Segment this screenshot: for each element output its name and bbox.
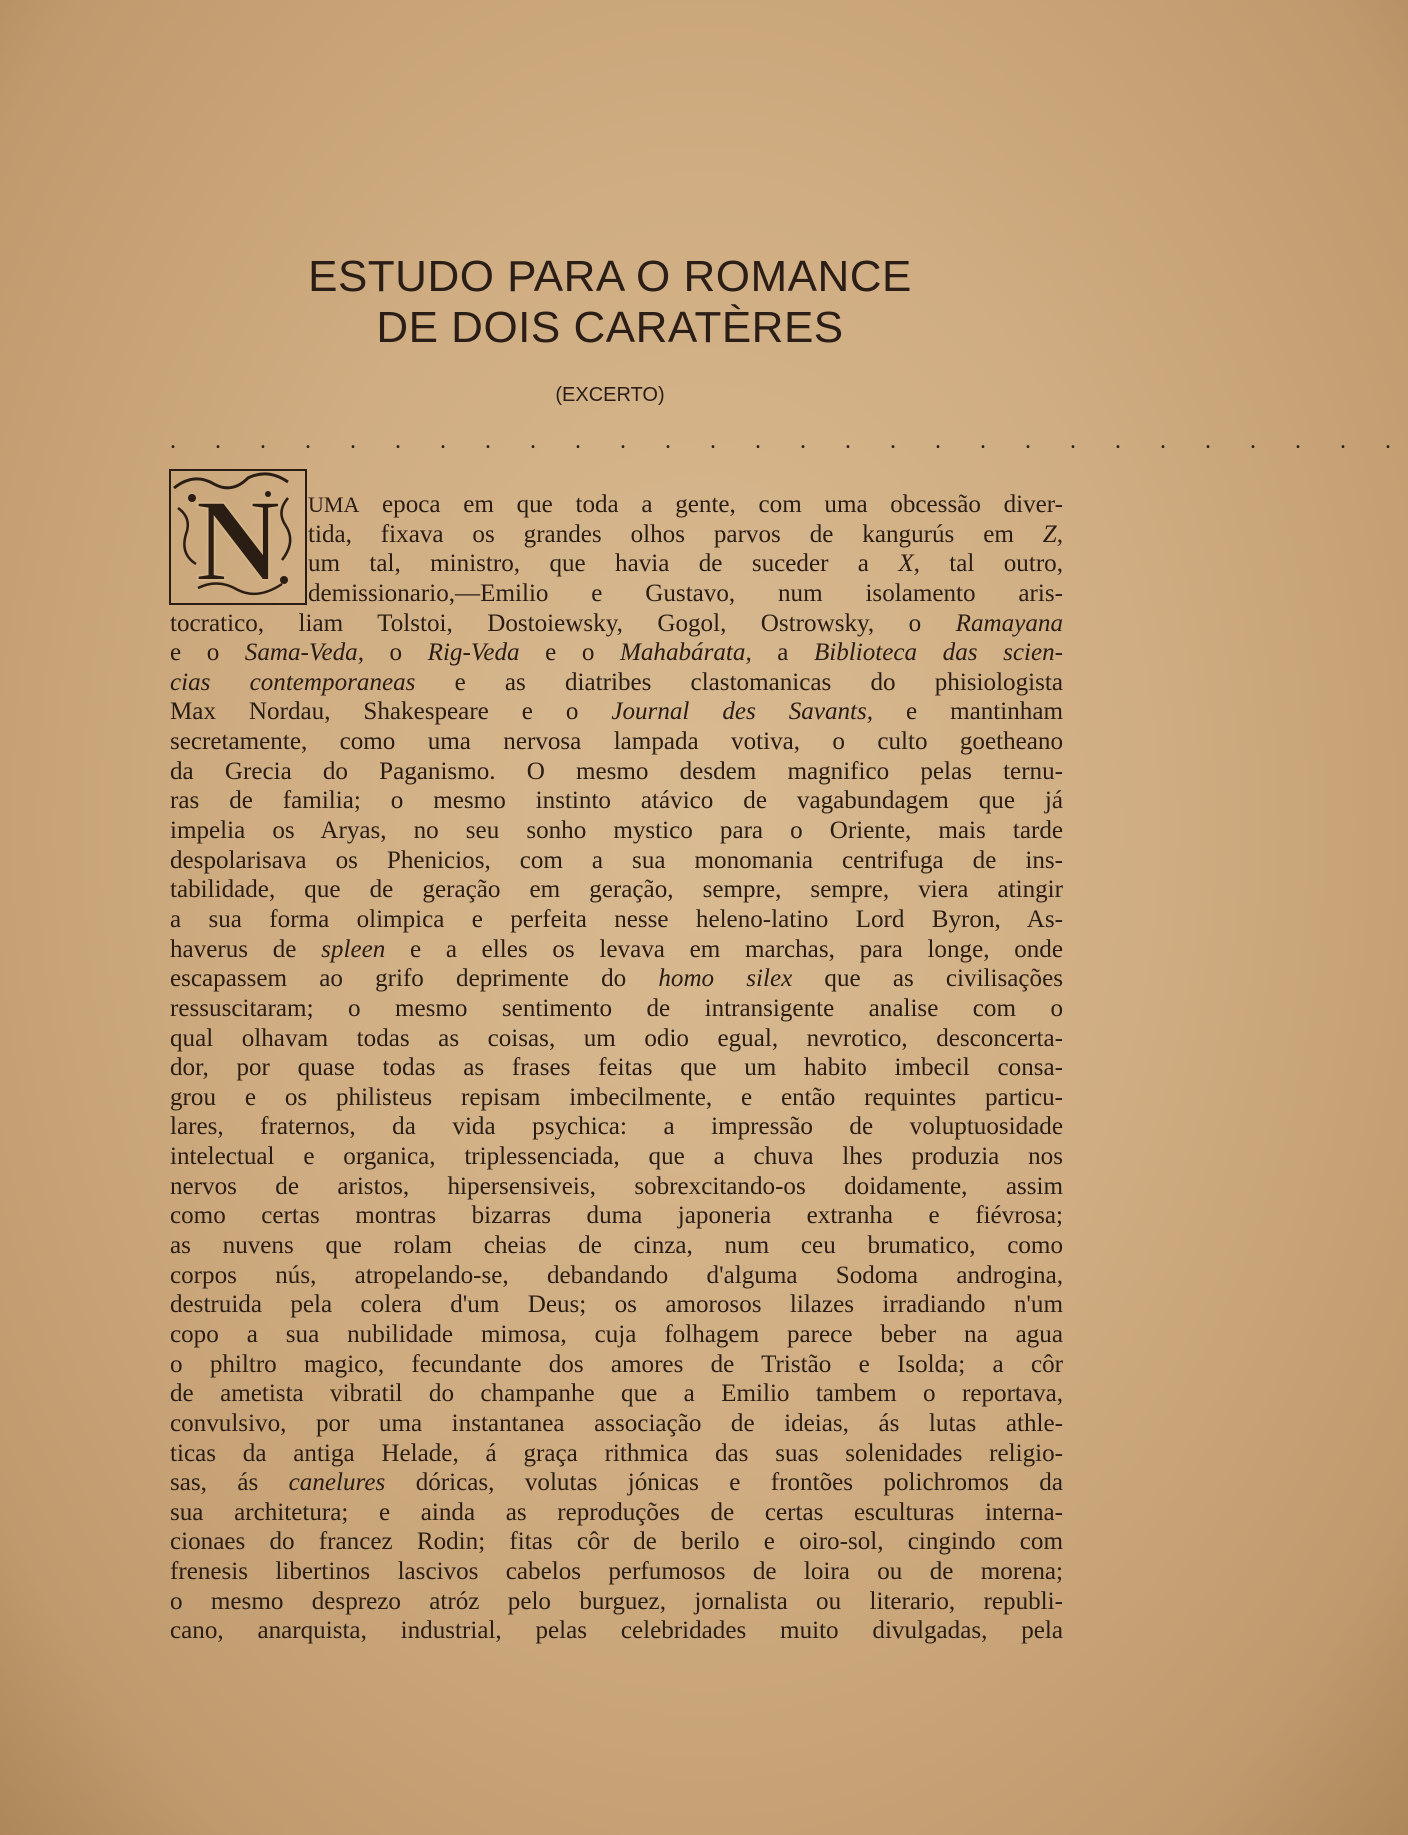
text-span: secretamente, como uma nervosa lampada votiva, o culto goetheano (170, 728, 1063, 756)
drop-cap-letter: N (195, 475, 281, 606)
text-span: epoca em que toda a gente, com uma obcessão diver- (359, 491, 1063, 518)
text-span: Mahabárata, (619, 639, 752, 667)
text-line (170, 1231, 1063, 1261)
text-span: intelectual e organica, triplessenciada, que a chuva lhes produzia nos (170, 1143, 1063, 1171)
text-line (170, 1290, 1063, 1320)
text-line (170, 1409, 1063, 1439)
body-paragraph (170, 490, 1063, 1646)
text-span: cias contemporaneas (170, 668, 416, 696)
text-line (170, 549, 1063, 579)
text-span: Biblioteca das scien- (813, 639, 1063, 667)
text-span: da Grecia do Paganismo. O mesmo desdem magnifico pelas ternu- (170, 757, 1063, 785)
text-span: dor, por quase todas as frases feitas que um habito imbecil consa- (170, 1054, 1063, 1082)
text-line (170, 579, 1063, 609)
page-subtitle: (EXCERTO) (555, 384, 665, 406)
page-title-line-2: DE DOIS CARATÈRES (376, 303, 844, 352)
text-span: e a elles os levava em marchas, para longe, onde (385, 935, 1063, 963)
text-line (170, 1261, 1063, 1291)
text-span: ressuscitaram; o mesmo sentimento de intransigente analise com o (170, 994, 1063, 1022)
text-span: como certas montras bizarras duma japoneria extranha e fiévrosa; (170, 1202, 1063, 1230)
text-line (170, 1320, 1063, 1350)
text-span: ticas da antiga Helade, á graça rithmica das suas solenidades religio- (170, 1439, 1063, 1467)
text-line (170, 1557, 1063, 1587)
text-line (170, 816, 1063, 846)
text-span: copo a sua nubilidade mimosa, cuja folhagem parece beber na agua (170, 1320, 1063, 1348)
text-span: um tal, ministro, que havia de suceder a (308, 550, 899, 578)
page-title-line-1: ESTUDO PARA O ROMANCE (308, 252, 912, 301)
text-span: impelia os Aryas, no seu sonho mystico para o Oriente, mais tarde (170, 817, 1063, 845)
text-line (170, 1112, 1063, 1142)
text-line (170, 1527, 1063, 1557)
text-line (170, 846, 1063, 876)
text-line (170, 1498, 1063, 1528)
text-line (170, 1083, 1063, 1113)
text-span: X, (898, 550, 920, 578)
text-span: Max Nordau, Shakespeare e o (170, 698, 612, 726)
text-line (170, 490, 1063, 520)
text-line (170, 1024, 1063, 1054)
text-span: e o (170, 639, 245, 667)
text-line (170, 1379, 1063, 1409)
text-span: frenesis libertinos lascivos cabelos perfumosos de loira ou de morena; (170, 1558, 1063, 1586)
text-span: despolarisava os Phenicios, com a sua monomania centrifuga de ins- (170, 846, 1063, 874)
text-span: Ramayana (955, 609, 1063, 637)
text-line (170, 1201, 1063, 1231)
text-span: destruida pela colera d'um Deus; os amorosos lilazes irradiando n'um (170, 1291, 1063, 1319)
text-span: o philtro magico, fecundante dos amores de Tristão e Isolda; a côr (170, 1350, 1063, 1378)
text-line (170, 668, 1063, 698)
text-line (170, 609, 1063, 639)
text-span: canelures (288, 1469, 386, 1497)
text-span: UMA (308, 492, 360, 517)
text-span: grou e os philisteus repisam imbecilmente, e então requintes particu- (170, 1083, 1063, 1111)
text-span: a sua forma olimpica e perfeita nesse heleno-latino Lord Byron, As- (170, 905, 1063, 933)
text-span: e mantinham (873, 698, 1063, 726)
text-span: cano, anarquista, industrial, pelas celebridades muito divulgadas, pela (170, 1617, 1063, 1645)
text-line (170, 1439, 1063, 1469)
text-span: o mesmo desprezo atróz pelo burguez, jornalista ou literario, republi- (170, 1587, 1063, 1615)
text-line (170, 1616, 1063, 1646)
text-span: Rig-Veda (427, 639, 520, 667)
text-span: tida, fixava os grandes olhos parvos de kangurús em (308, 520, 1043, 548)
text-line (170, 994, 1063, 1024)
text-span: Journal des Savants, (611, 698, 874, 726)
text-span: que as civilisações (792, 965, 1063, 993)
text-line (170, 905, 1063, 935)
text-line (170, 1587, 1063, 1617)
text-span: Sama-Veda, (244, 639, 364, 667)
text-span: haverus de (170, 935, 322, 963)
text-span: lares, fraternos, da vida psychica: a impressão de voluptuosidade (170, 1113, 1063, 1141)
text-span: e o (519, 639, 620, 667)
text-line (170, 757, 1063, 787)
text-span: as nuvens que rolam cheias de cinza, num ceu brumatico, como (170, 1232, 1063, 1260)
text-span: ras de familia; o mesmo instinto atávico de vagabundagem que já (170, 787, 1063, 815)
text-line (170, 935, 1063, 965)
text-span: o (363, 639, 428, 667)
text-span: tocratico, liam Tolstoi, Dostoiewsky, Gogol, Ostrowsky, o (170, 609, 956, 637)
dotted-separator: . . . . . . . . . . . . . . . . . . . . . . . . . . . . (170, 428, 1408, 454)
text-span: cionaes do francez Rodin; fitas côr de berilo e oiro-sol, cingindo com (170, 1528, 1063, 1556)
text-span: convulsivo, por uma instantanea associação de ideias, ás lutas athle- (170, 1409, 1063, 1437)
text-line (170, 964, 1063, 994)
text-span: a (751, 639, 814, 667)
text-span: e as diatribes clastomanicas do phisiologista (415, 668, 1063, 696)
text-span: tal outro, (919, 550, 1063, 578)
text-span: corpos nús, atropelando-se, debandando d'alguma Sodoma androgina, (170, 1261, 1063, 1289)
text-span: de ametista vibratil do champanhe que a Emilio tambem o reportava, (170, 1380, 1063, 1408)
text-span: demissionario,—Emilio e Gustavo, num isolamento aris- (308, 579, 1063, 607)
text-span: dóricas, volutas jónicas e frontões polichromos da (385, 1469, 1063, 1497)
text-line (170, 786, 1063, 816)
text-line (170, 520, 1063, 550)
text-line (170, 638, 1063, 668)
text-line (170, 1172, 1063, 1202)
text-span: nervos de aristos, hipersensiveis, sobrexcitando-os doidamente, assim (170, 1172, 1063, 1200)
text-line (170, 1142, 1063, 1172)
text-span: escapassem ao grifo deprimente do (170, 965, 659, 993)
text-span: sas, ás (170, 1469, 289, 1497)
text-span: sua architetura; e ainda as reproduções de certas esculturas interna- (170, 1498, 1063, 1526)
text-line (170, 875, 1063, 905)
text-line (170, 1350, 1063, 1380)
text-span: Z, (1042, 520, 1063, 548)
text-span: homo silex (658, 965, 793, 993)
text-span: spleen (321, 935, 386, 963)
text-line (170, 697, 1063, 727)
text-span: qual olhavam todas as coisas, um odio egual, nevrotico, desconcerta- (170, 1024, 1063, 1052)
text-span: tabilidade, que de geração em geração, sempre, sempre, viera atingir (170, 876, 1063, 904)
text-line (170, 1468, 1063, 1498)
text-line (170, 727, 1063, 757)
text-line (170, 1053, 1063, 1083)
